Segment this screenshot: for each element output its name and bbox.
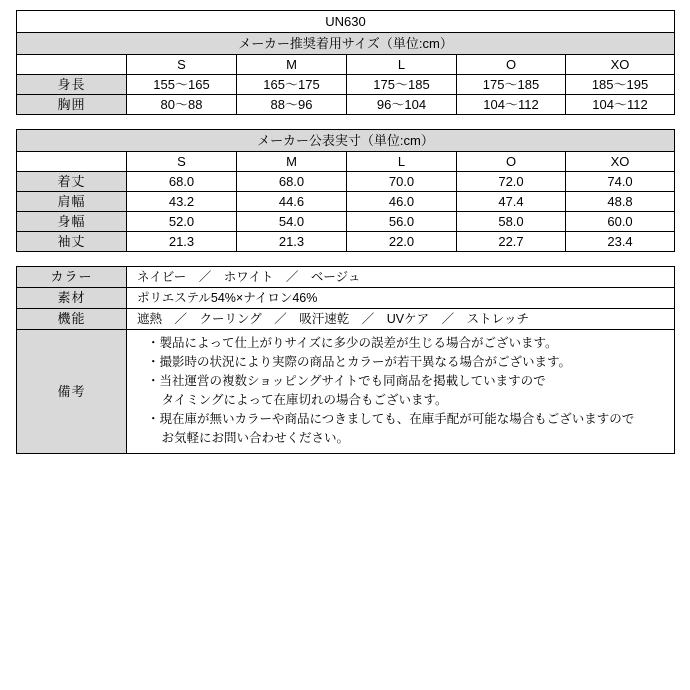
note-text: ・当社運営の複数ショッピングサイトでも同商品を掲載していますので <box>147 374 546 388</box>
list-item <box>137 372 674 410</box>
actual-size-width-l: 56.0 <box>347 212 457 232</box>
actual-size-width-xo: 60.0 <box>566 212 675 232</box>
spec-row-label-notes: 備考 <box>17 330 127 454</box>
wear-size-row-label-height: 身長 <box>17 75 127 95</box>
wear-size-col-o: O <box>457 55 566 75</box>
actual-size-length-m: 68.0 <box>237 172 347 192</box>
notes-list <box>137 334 674 448</box>
actual-size-row-label-shoulder: 肩幅 <box>17 192 127 212</box>
actual-size-length-o: 72.0 <box>457 172 566 192</box>
wear-size-height-s: 155〜165 <box>127 75 237 95</box>
actual-size-width-o: 58.0 <box>457 212 566 232</box>
product-spec-table <box>16 266 675 454</box>
list-item <box>137 410 674 448</box>
actual-size-col-xo: XO <box>566 152 675 172</box>
actual-size-shoulder-m: 44.6 <box>237 192 347 212</box>
note-text-cont: お気軽にお問い合わせください。 <box>149 431 350 445</box>
wear-size-col-m: M <box>237 55 347 75</box>
table-row <box>17 95 675 115</box>
actual-size-sleeve-m: 21.3 <box>237 232 347 252</box>
list-item <box>137 353 674 372</box>
actual-size-table <box>16 129 675 252</box>
wear-size-chest-xo: 104〜112 <box>566 95 675 115</box>
wear-size-col-xo: XO <box>566 55 675 75</box>
table-row <box>17 267 675 288</box>
wear-size-chest-l: 96〜104 <box>347 95 457 115</box>
actual-size-width-m: 54.0 <box>237 212 347 232</box>
spec-row-value-function: 遮熱 ／ クーリング ／ 吸汗速乾 ／ UVケア ／ ストレッチ <box>127 309 675 330</box>
table-row <box>17 212 675 232</box>
actual-size-sleeve-s: 21.3 <box>127 232 237 252</box>
actual-size-sleeve-xo: 23.4 <box>566 232 675 252</box>
wear-size-header-row <box>17 55 675 75</box>
wear-size-row-label-chest: 胸囲 <box>17 95 127 115</box>
wear-size-table <box>16 10 675 115</box>
actual-size-sleeve-l: 22.0 <box>347 232 457 252</box>
actual-size-row-label-sleeve: 袖丈 <box>17 232 127 252</box>
actual-size-length-xo: 74.0 <box>566 172 675 192</box>
note-text: ・現在庫が無いカラーや商品につきましても、在庫手配が可能な場合もございますので <box>147 412 635 426</box>
table-row <box>17 330 675 454</box>
actual-size-header-row <box>17 152 675 172</box>
actual-size-sleeve-o: 22.7 <box>457 232 566 252</box>
wear-size-col-s: S <box>127 55 237 75</box>
actual-size-title-row <box>17 130 675 152</box>
actual-size-width-s: 52.0 <box>127 212 237 232</box>
spec-row-label-function: 機能 <box>17 309 127 330</box>
actual-size-shoulder-xo: 48.8 <box>566 192 675 212</box>
spec-row-label-material: 素材 <box>17 288 127 309</box>
actual-size-col-m: M <box>237 152 347 172</box>
note-text-cont: タイミングによって在庫切れの場合もございます。 <box>149 393 448 407</box>
wear-size-height-o: 175〜185 <box>457 75 566 95</box>
actual-size-col-s: S <box>127 152 237 172</box>
spec-row-label-color: カラー <box>17 267 127 288</box>
table-row <box>17 75 675 95</box>
actual-size-title: メーカー公表実寸（単位:cm） <box>17 130 675 152</box>
wear-size-chest-o: 104〜112 <box>457 95 566 115</box>
table-row <box>17 309 675 330</box>
actual-size-length-s: 68.0 <box>127 172 237 192</box>
table-row <box>17 288 675 309</box>
table-gap-1 <box>16 115 674 129</box>
table-gap-2 <box>16 252 674 266</box>
list-item <box>137 334 674 353</box>
spec-row-value-color: ネイビー ／ ホワイト ／ ベージュ <box>127 267 675 288</box>
wear-size-chest-m: 88〜96 <box>237 95 347 115</box>
table-row <box>17 232 675 252</box>
actual-size-corner <box>17 152 127 172</box>
actual-size-shoulder-l: 46.0 <box>347 192 457 212</box>
actual-size-shoulder-s: 43.2 <box>127 192 237 212</box>
actual-size-length-l: 70.0 <box>347 172 457 192</box>
actual-size-row-label-length: 着丈 <box>17 172 127 192</box>
spec-row-value-notes <box>127 330 675 454</box>
spec-row-value-material: ポリエステル54%×ナイロン46% <box>127 288 675 309</box>
actual-size-shoulder-o: 47.4 <box>457 192 566 212</box>
note-text: ・製品によって仕上がりサイズに多少の誤差が生じる場合がございます。 <box>147 336 558 350</box>
wear-size-height-xo: 185〜195 <box>566 75 675 95</box>
note-text: ・撮影時の状況により実際の商品とカラーが若干異なる場合がございます。 <box>147 355 572 369</box>
wear-size-corner <box>17 55 127 75</box>
actual-size-row-label-width: 身幅 <box>17 212 127 232</box>
wear-size-col-l: L <box>347 55 457 75</box>
table-row <box>17 192 675 212</box>
model-code: UN630 <box>17 11 675 33</box>
model-code-row <box>17 11 675 33</box>
table-row <box>17 172 675 192</box>
wear-size-height-m: 165〜175 <box>237 75 347 95</box>
wear-size-height-l: 175〜185 <box>347 75 457 95</box>
wear-size-title-row <box>17 33 675 55</box>
actual-size-col-o: O <box>457 152 566 172</box>
wear-size-chest-s: 80〜88 <box>127 95 237 115</box>
actual-size-col-l: L <box>347 152 457 172</box>
wear-size-title: メーカー推奨着用サイズ（単位:cm） <box>17 33 675 55</box>
